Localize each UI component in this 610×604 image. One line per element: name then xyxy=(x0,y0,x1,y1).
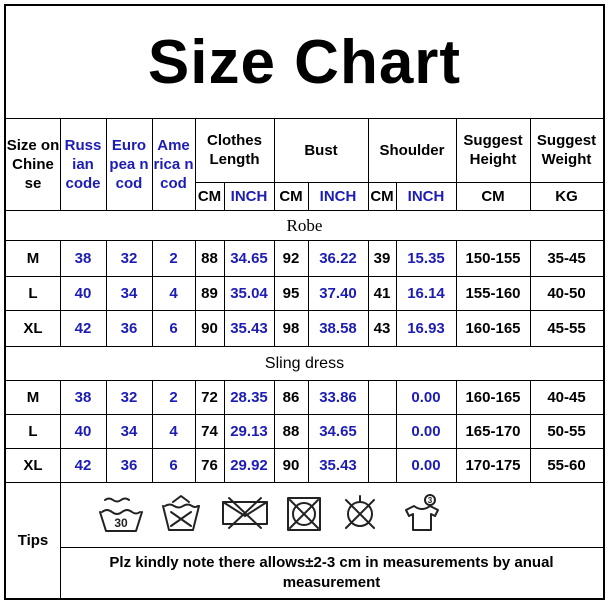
table-cell-size: L xyxy=(28,422,38,440)
header-russian-code: Russ ian code xyxy=(64,136,102,192)
table-cell-sh_in: 16.14 xyxy=(407,284,445,302)
table-cell-bust_cm: 90 xyxy=(282,456,300,474)
unit-cm: CM xyxy=(197,187,222,205)
table-cell-size: M xyxy=(26,388,40,406)
section-title: Sling dress xyxy=(264,354,345,372)
table-cell-sh_cm: 39 xyxy=(373,249,391,267)
table-cell-bust_cm: 95 xyxy=(282,284,300,302)
table-cell-weight: 50-55 xyxy=(547,422,586,440)
table-cell-len_in: 35.43 xyxy=(230,319,268,337)
table-cell-sh_cm: 41 xyxy=(373,284,391,302)
tshirt-number-label: 3 xyxy=(427,496,433,505)
header-shoulder: Shoulder xyxy=(379,141,445,159)
table-cell-height: 150-155 xyxy=(465,249,521,267)
tshirt-number-icon xyxy=(400,494,444,534)
care-icons-row xyxy=(60,482,603,547)
table-cell-height: 160-165 xyxy=(465,319,521,337)
table-cell-len_in: 29.92 xyxy=(230,456,268,474)
table-cell-bust_cm: 98 xyxy=(282,319,300,337)
header-clothes-length: Clothes Length xyxy=(206,132,262,168)
table-cell-sh_cm xyxy=(368,414,396,448)
no-bleach-icon xyxy=(159,494,203,534)
unit-inch: INCH xyxy=(319,187,357,205)
header-size: Size on Chine se xyxy=(6,136,60,192)
table-cell-len_cm: 72 xyxy=(201,388,218,406)
header-bust: Bust xyxy=(304,141,338,159)
table-cell-weight: 45-55 xyxy=(547,319,586,337)
table-cell-ru: 40 xyxy=(74,284,92,302)
table-cell-len_cm: 88 xyxy=(201,249,218,267)
table-cell-us: 6 xyxy=(169,456,178,474)
no-dry-clean-icon xyxy=(340,494,380,534)
table-cell-bust_in: 34.65 xyxy=(319,422,357,440)
table-cell-ru: 38 xyxy=(74,249,92,267)
table-cell-sh_cm: 43 xyxy=(373,319,391,337)
table-cell-bust_cm: 86 xyxy=(282,388,300,406)
unit-inch: INCH xyxy=(230,187,268,205)
table-cell-len_cm: 76 xyxy=(201,456,218,474)
table-cell-sh_in: 0.00 xyxy=(411,388,441,406)
header-europe-code: Euro pea n cod xyxy=(109,136,149,192)
table-cell-eu: 36 xyxy=(120,456,138,474)
table-cell-sh_cm xyxy=(368,448,396,482)
table-cell-bust_in: 33.86 xyxy=(319,388,357,406)
table-cell-height: 160-165 xyxy=(465,388,521,406)
table-cell-weight: 35-45 xyxy=(547,249,586,267)
table-cell-eu: 32 xyxy=(120,249,138,267)
table-cell-bust_in: 35.43 xyxy=(319,456,357,474)
table-cell-us: 2 xyxy=(169,249,178,267)
size-chart-frame xyxy=(4,4,605,600)
measurement-note: Plz kindly note there allows±2-3 cm in measurements by anual measurement xyxy=(109,553,554,591)
section-title: Robe xyxy=(286,215,323,235)
table-cell-len_in: 35.04 xyxy=(230,284,268,302)
table-cell-len_cm: 74 xyxy=(201,422,218,440)
table-cell-height: 155-160 xyxy=(465,284,521,302)
table-cell-bust_in: 37.40 xyxy=(319,284,357,302)
table-cell-eu: 36 xyxy=(120,319,138,337)
unit-cm: CM xyxy=(370,187,394,205)
table-cell-us: 4 xyxy=(169,422,178,440)
unit-kg: KG xyxy=(555,187,578,205)
table-cell-sh_in: 15.35 xyxy=(407,249,445,267)
table-cell-len_in: 29.13 xyxy=(230,422,268,440)
header-america-code: Ame rica n cod xyxy=(153,136,194,192)
table-cell-ru: 42 xyxy=(74,319,92,337)
table-cell-height: 170-175 xyxy=(465,456,521,474)
table-cell-bust_in: 38.58 xyxy=(319,319,357,337)
table-cell-weight: 40-50 xyxy=(547,284,586,302)
header-suggest-weight: Suggest Weight xyxy=(536,132,597,168)
unit-inch: INCH xyxy=(407,187,445,205)
tips-label: Tips xyxy=(17,531,49,549)
table-cell-eu: 32 xyxy=(120,388,138,406)
hand-wash-30-icon xyxy=(98,494,144,534)
table-cell-weight: 40-45 xyxy=(547,388,586,406)
table-cell-eu: 34 xyxy=(120,422,138,440)
table-cell-size: M xyxy=(26,249,40,267)
table-cell-len_in: 34.65 xyxy=(230,249,268,267)
table-cell-ru: 40 xyxy=(74,422,92,440)
table-cell-height: 165-170 xyxy=(465,422,521,440)
table-cell-us: 4 xyxy=(169,284,178,302)
unit-cm: CM xyxy=(279,187,303,205)
table-cell-sh_in: 0.00 xyxy=(411,422,441,440)
unit-cm: CM xyxy=(481,187,505,205)
table-cell-len_cm: 90 xyxy=(201,319,218,337)
table-cell-len_in: 28.35 xyxy=(230,388,268,406)
table-cell-sh_in: 16.93 xyxy=(407,319,445,337)
table-cell-bust_in: 36.22 xyxy=(319,249,357,267)
table-cell-size: L xyxy=(28,284,38,302)
no-tumble-dry-icon xyxy=(284,494,324,534)
table-cell-eu: 34 xyxy=(120,284,138,302)
header-suggest-height: Suggest Height xyxy=(463,132,523,168)
table-cell-bust_cm: 88 xyxy=(282,422,300,440)
table-cell-ru: 38 xyxy=(74,388,92,406)
table-cell-us: 2 xyxy=(169,388,178,406)
table-cell-ru: 42 xyxy=(74,456,92,474)
table-cell-sh_cm xyxy=(368,380,396,414)
table-cell-bust_cm: 92 xyxy=(282,249,300,267)
table-cell-us: 6 xyxy=(169,319,178,337)
no-iron-icon xyxy=(219,494,271,530)
table-cell-size: XL xyxy=(23,456,43,474)
table-cell-sh_in: 0.00 xyxy=(411,456,441,474)
table-cell-size: XL xyxy=(23,319,43,337)
page-title: Size Chart xyxy=(147,27,462,97)
table-cell-len_cm: 89 xyxy=(201,284,218,302)
table-cell-weight: 55-60 xyxy=(547,456,586,474)
wash-temp-label: 30 xyxy=(114,516,128,530)
